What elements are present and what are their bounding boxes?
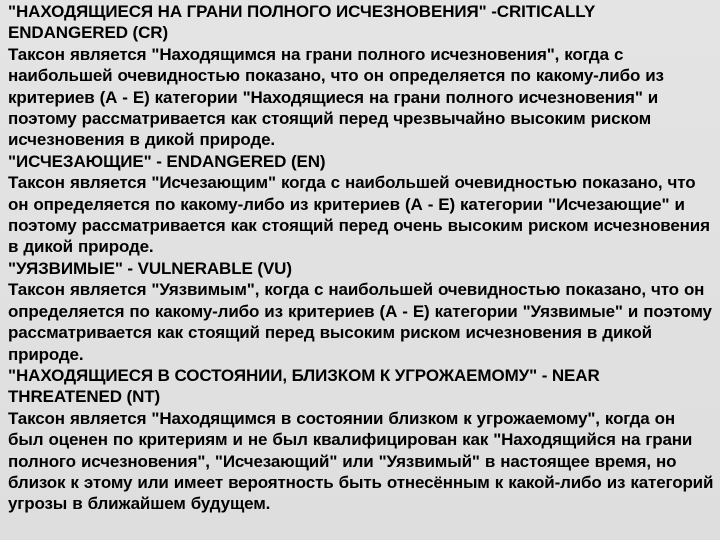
section-critically-endangered [8,1,714,151]
section-heading: "ИСЧЕЗАЮЩИЕ" - ENDANGERED (EN) [8,151,326,171]
section-heading: "УЯЗВИМЫЕ" - VULNERABLE (VU) [8,258,292,278]
section-heading: "НАХОДЯЩИЕСЯ НА ГРАНИ ПОЛНОГО ИСЧЕЗНОВЕНИЯ" -CRITICALLY ENDANGERED (CR) [8,2,595,43]
section-heading: "НАХОДЯЩИЕСЯ В СОСТОЯНИИ, БЛИЗКОМ К УГРОЖАЕМОМУ" - NEAR THREATENED (NT) [8,365,600,407]
section-vulnerable [8,258,714,365]
section-text: Таксон является "Исчезающим" когда с наибольшей очевидностью показано, что он определяется по какому-либо из критериев (А - Е) категории "Исчезающие" и поэтому рассматривается как стоящий перед очень высоким риском исчезновения в дикой природе. [8,173,710,257]
section-text: Таксон является "Уязвимым", когда с наибольшей очевидностью показано, что он определяется по какому-либо из критериев (А - Е) категории "Уязвимые" и поэтому рассматривается как стоящий перед высоким риском исчезновения в дикой природе. [8,280,712,364]
section-near-threatened [8,365,714,515]
section-text: Таксон является "Находящимся в состоянии близком к угрожаемому", когда он был оценен по критериям и не был квалифицирован как "Находящийся на грани полного исчезновения", "Исчезающий" или "Уязвимый" в настоящее время, но близок к этому или имеет вероятность быть отнесённым к какой-либо из категорий угрозы в ближайшем будущем. [8,408,714,514]
section-text: Таксон является "Находящимся на грани полного исчезновения", когда с наибольшей очевидностью показано, что он определяется по какому-либо из критериев (А - Е) категории "Находящиеся на грани полного исчезновения" и поэтому рассматривается как стоящий перед чрезвычайно высоким риском исчезновения в дикой природе. [8,44,664,150]
section-endangered [8,151,714,258]
